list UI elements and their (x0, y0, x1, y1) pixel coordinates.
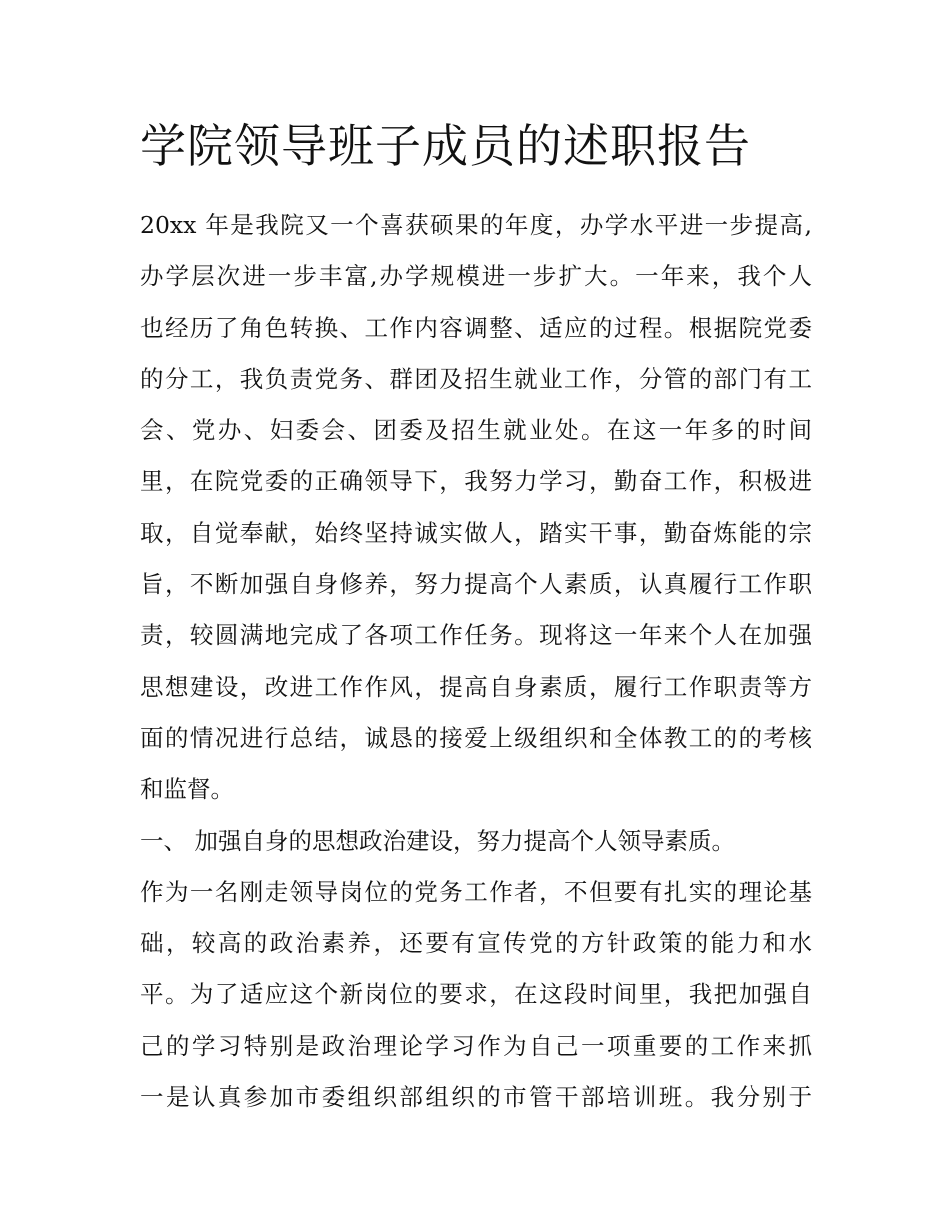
body-line: 己的学习特别是政治理论学习作为自己一项重要的工作来抓 (140, 1031, 812, 1060)
body-line: 会、党办、妇委会、团委及招生就业处。在这一年多的时间 (140, 416, 812, 445)
body-line: 一是认真参加市委组织部组织的市管干部培训班。我分别于 (140, 1083, 812, 1112)
body-line: 面的情况进行总结，诚恳的接爱上级组织和全体教工的的考核 (140, 723, 812, 752)
body-line: 办学层次进一步丰富,办学规模进一步扩大。一年来，我个人 (140, 262, 812, 291)
body-line: 里，在院党委的正确领导下，我努力学习，勤奋工作，积极进 (140, 467, 812, 496)
body-line: 责，较圆满地完成了各项工作任务。现将这一年来个人在加强 (140, 621, 812, 650)
document-title: 学院领导班子成员的述职报告 (140, 119, 751, 173)
body-line: 和监督。 (140, 775, 234, 804)
document-body (140, 200, 812, 1123)
body-line: 平。为了适应这个新岗位的要求，在这段时间里，我把加强自 (140, 980, 812, 1009)
section-heading: 一、 加强自身的思想政治建设，努力提高个人领导素质。 (140, 826, 735, 855)
body-line: 的分工，我负责党务、群团及招生就业工作，分管的部门有工 (140, 364, 812, 393)
body-line: 取，自觉奉献，始终坚持诚实做人，踏实干事，勤奋炼能的宗 (140, 518, 812, 547)
body-line: 础，较高的政治素养，还要有宣传党的方针政策的能力和水 (140, 929, 812, 958)
body-line: 也经历了角色转换、工作内容调整、适应的过程。根据院党委 (140, 313, 812, 342)
body-line: 作为一名刚走领导岗位的党务工作者，不但要有扎实的理论基 (140, 877, 812, 906)
body-line: 旨，不断加强自身修养，努力提高个人素质，认真履行工作职 (140, 570, 812, 599)
body-line: 思想建设，改进工作作风，提高自身素质，履行工作职责等方 (140, 672, 812, 701)
body-line: 20xx 年是我院又一个喜获硕果的年度，办学水平进一步提高, (140, 211, 812, 239)
